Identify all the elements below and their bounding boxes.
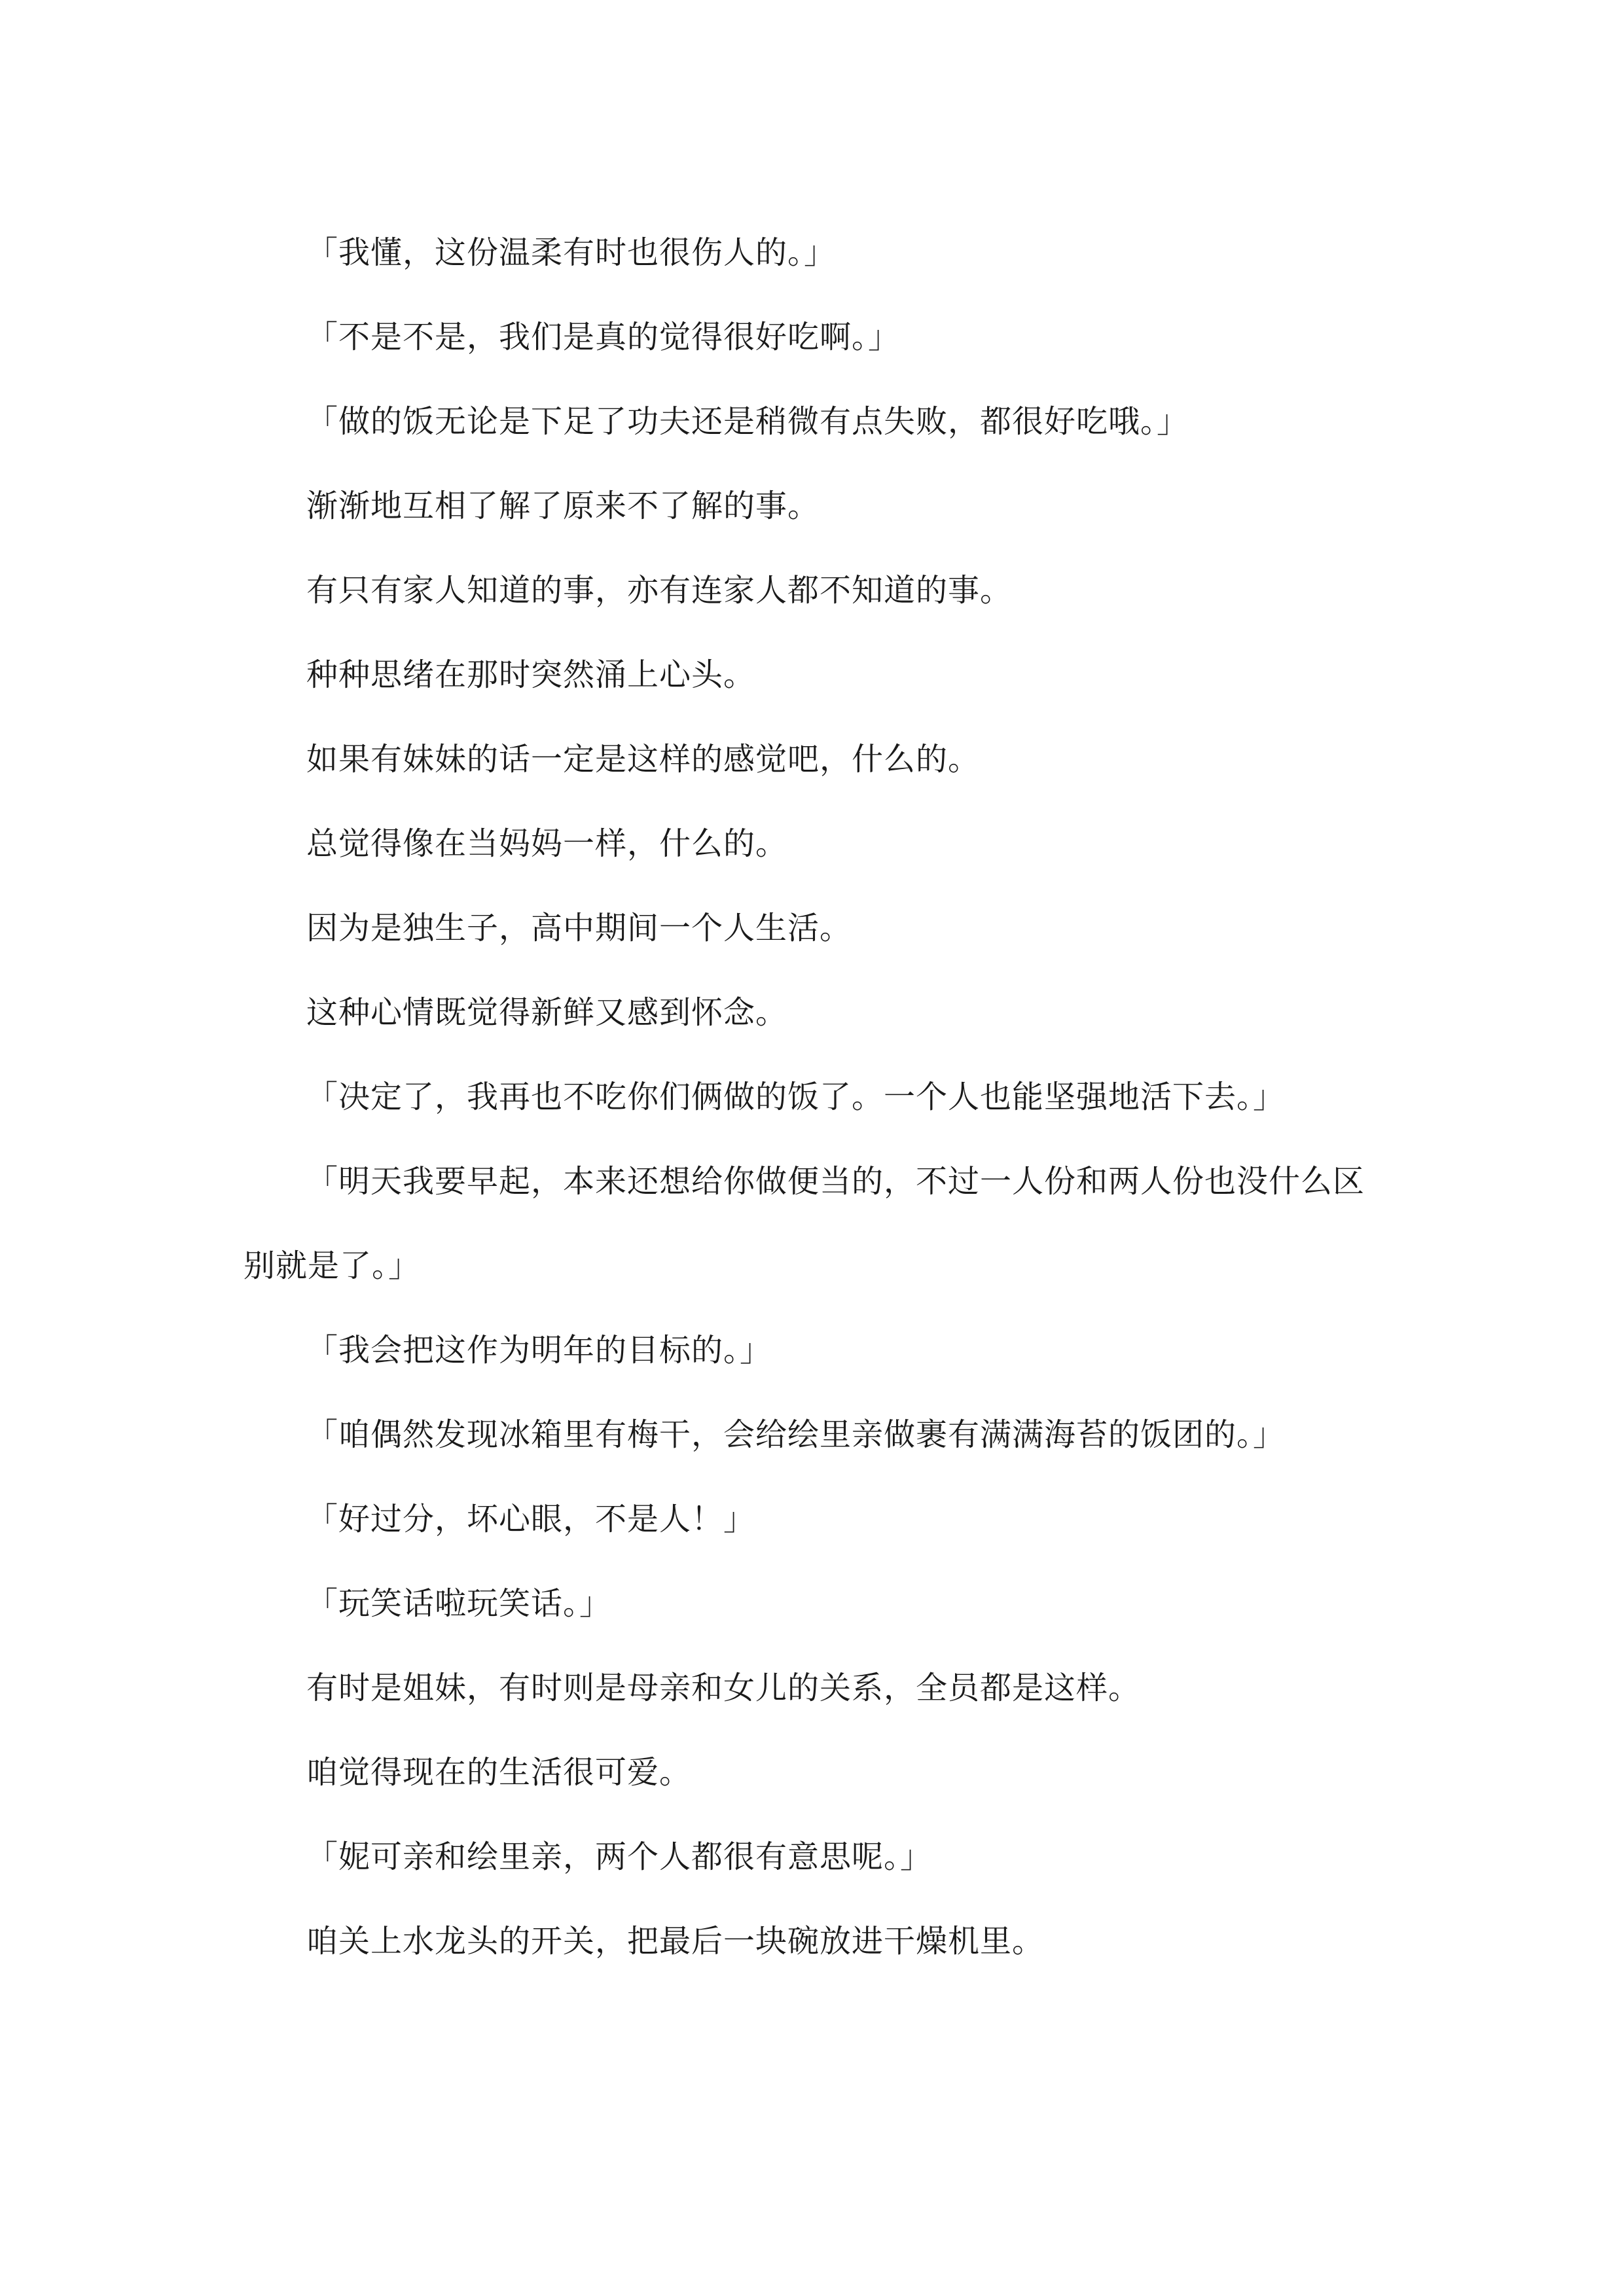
- paragraph: 有时是姐妹，有时则是母亲和女儿的关系，全员都是这样。: [306, 1670, 1141, 1706]
- paragraph: 种种思绪在那时突然涌上心头。: [306, 656, 756, 693]
- paragraph: 「做的饭无论是下足了功夫还是稍微有点失败，都很好吃哦。」: [306, 403, 1189, 440]
- paragraph: 总觉得像在当妈妈一样，什么的。: [306, 825, 788, 862]
- body-text: [244, 211, 1380, 1984]
- paragraph: 「好过分，坏心眼，不是人！」: [306, 1501, 756, 1537]
- paragraph: 咱关上水龙头的开关，把最后一块碗放进干燥机里。: [306, 1923, 1045, 1960]
- paragraph: 如果有妹妹的话一定是这样的感觉吧，什么的。: [306, 741, 981, 778]
- paragraph: 「妮可亲和绘里亲，两个人都很有意思呢。」: [306, 1839, 933, 1875]
- paragraph: 「明天我要早起，本来还想给你做便当的，不过一人份和两人份也没什么区别就是了。」: [244, 1163, 1365, 1284]
- paragraph: 「玩笑话啦玩笑话。」: [306, 1585, 612, 1622]
- paragraph: 「决定了，我再也不吃你们俩做的饭了。一个人也能坚强地活下去。」: [306, 1079, 1286, 1115]
- paragraph: 「我会把这作为明年的目标的。」: [306, 1332, 772, 1369]
- paragraph: 「不是不是，我们是真的觉得很好吃啊。」: [306, 319, 901, 355]
- paragraph: 「咱偶然发现冰箱里有梅干，会给绘里亲做裹有满满海苔的饭团的。」: [306, 1416, 1286, 1453]
- paragraph: 因为是独生子，高中期间一个人生活。: [306, 910, 852, 946]
- paragraph: 有只有家人知道的事，亦有连家人都不知道的事。: [306, 572, 1013, 609]
- paragraph: 这种心情既觉得新鲜又感到怀念。: [306, 994, 788, 1031]
- paragraph: 渐渐地互相了解了原来不了解的事。: [306, 488, 820, 524]
- paragraph: 咱觉得现在的生活很可爱。: [306, 1754, 692, 1791]
- paragraph: 「我懂，这份温柔有时也很伤人的。」: [306, 234, 837, 271]
